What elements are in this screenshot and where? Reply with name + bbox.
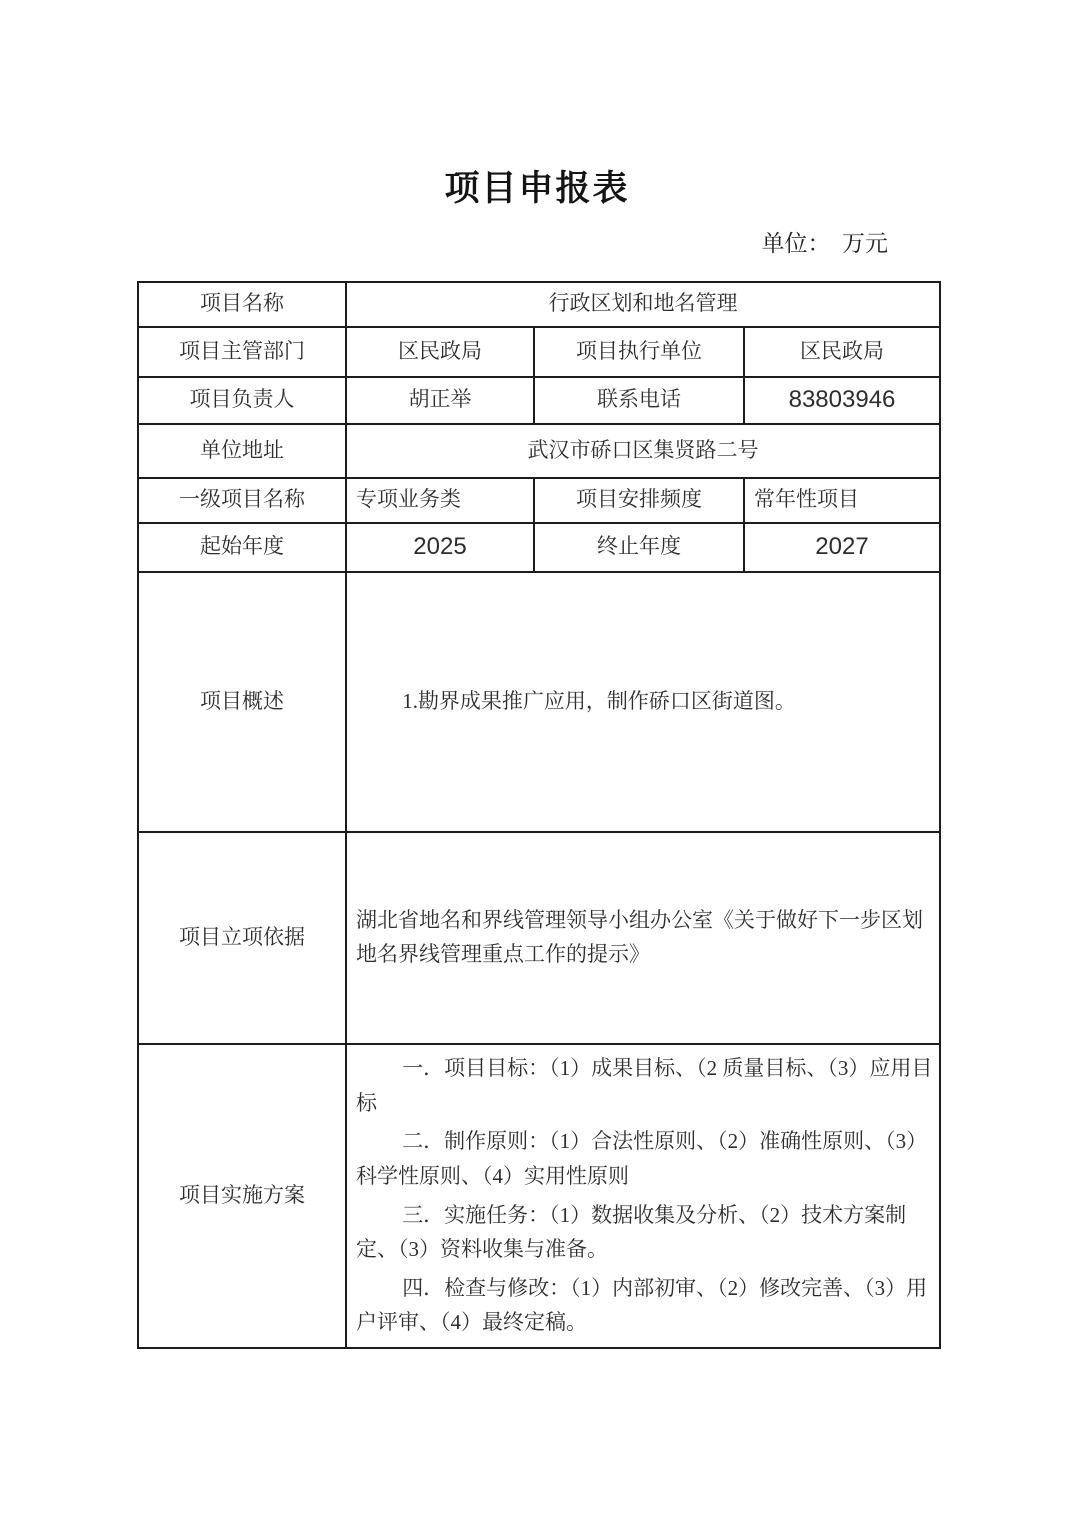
project-name-value: 行政区划和地名管理 xyxy=(548,291,738,316)
plan-paragraph-principles: 二．制作原则：（1）合法性原则、（2）准确性原则、（3）科学性原则、（4）实用性原则 xyxy=(356,1129,928,1188)
arrange-frequency-value: 常年性项目 xyxy=(754,487,859,512)
row-basis xyxy=(139,833,939,1045)
project-overview-text: 1.勘界成果推广应用，制作硚口区街道图。 xyxy=(402,688,796,713)
project-name-label: 项目名称 xyxy=(139,283,347,326)
arrange-frequency-label: 项目安排频度 xyxy=(535,479,745,522)
contact-phone-value: 83803946 xyxy=(788,386,896,413)
project-overview-label: 项目概述 xyxy=(139,573,347,831)
project-overview-value xyxy=(347,573,939,831)
project-leader-value: 胡正举 xyxy=(347,378,535,423)
start-year-label: 起始年度 xyxy=(139,524,347,571)
contact-phone-label: 联系电话 xyxy=(535,378,745,423)
unit-address-value: 武汉市硚口区集贤路二号 xyxy=(527,437,759,462)
row-departments xyxy=(139,328,939,378)
end-year-label: 终止年度 xyxy=(535,524,745,571)
supervisor-dept-value: 区民政局 xyxy=(347,328,535,376)
executing-unit-label: 项目执行单位 xyxy=(535,328,745,376)
row-project-name xyxy=(139,283,939,328)
row-implementation-plan xyxy=(139,1045,939,1347)
page-title: 项目申报表 xyxy=(444,169,630,208)
start-year-value: 2025 xyxy=(347,524,535,571)
implementation-plan-label: 项目实施方案 xyxy=(139,1045,347,1347)
end-year-value: 2027 xyxy=(815,533,869,560)
implementation-plan-value xyxy=(347,1045,939,1347)
plan-paragraph-tasks: 三．实施任务：（1）数据收集及分析、（2）技术方案制定、（3）资料收集与准备。 xyxy=(356,1202,907,1262)
supervisor-dept-label: 项目主管部门 xyxy=(139,328,347,376)
plan-paragraph-review: 四．检查与修改：（1）内部初审、（2）修改完善、（3）用户评审、（4）最终定稿。 xyxy=(356,1275,928,1335)
level1-project-value: 专项业务类 xyxy=(347,479,535,522)
row-leader-phone xyxy=(139,378,939,425)
project-leader-label: 项目负责人 xyxy=(139,378,347,423)
unit-label: 单位： 万元 xyxy=(761,230,888,256)
approval-basis-label: 项目立项依据 xyxy=(139,833,347,1043)
approval-basis-text: 湖北省地名和界线管理领导小组办公室《关于做好下一步区划地名界线管理重点工作的提示》 xyxy=(356,907,923,966)
unit-address-label: 单位地址 xyxy=(139,425,347,477)
row-overview xyxy=(139,573,939,833)
row-years xyxy=(139,524,939,573)
approval-basis-value xyxy=(347,833,939,1043)
row-address xyxy=(139,425,939,479)
row-level1-frequency xyxy=(139,479,939,524)
level1-project-label: 一级项目名称 xyxy=(139,479,347,522)
executing-unit-value: 区民政局 xyxy=(800,338,884,363)
application-table xyxy=(137,281,941,1349)
plan-paragraph-goals: 一．项目目标：（1）成果目标、（2 质量目标、（3）应用目标 xyxy=(356,1055,933,1115)
